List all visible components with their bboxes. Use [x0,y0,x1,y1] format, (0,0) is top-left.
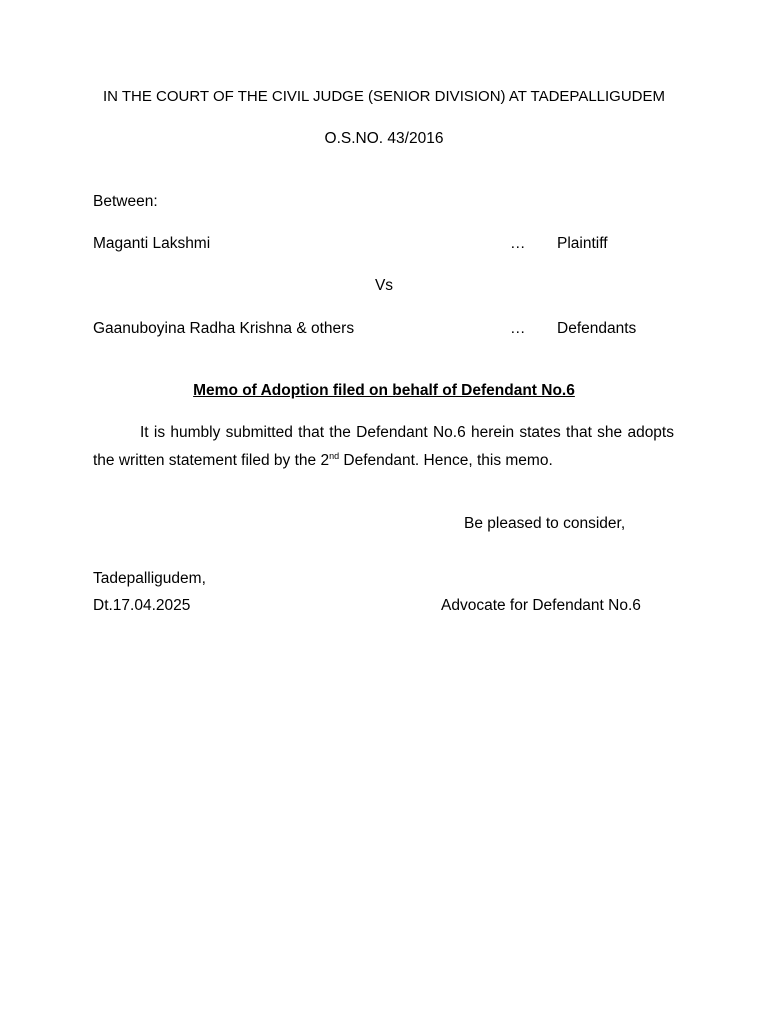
place-label: Tadepalligudem, [93,570,206,587]
plaintiff-ellipsis: … [510,235,526,252]
closing-line: Be pleased to consider, [464,515,626,532]
court-title: IN THE COURT OF THE CIVIL JUDGE (SENIOR DIVISION) AT TADEPALLIGUDEM [102,88,666,105]
memo-body-superscript: nd [329,451,340,461]
defendant-role: Defendants [557,320,637,337]
signatory-label: Advocate for Defendant No.6 [441,597,641,614]
plaintiff-role: Plaintiff [557,235,608,252]
memo-body-text: It is humbly submitted that the Defendant No.6 herein states that she adopts the written statement filed by the 2 [93,424,674,469]
plaintiff-name: Maganti Lakshmi [93,235,211,252]
versus-label: Vs [374,277,394,294]
date-label: Dt.17.04.2025 [93,597,191,614]
case-number: O.S.NO. 43/2016 [324,130,444,147]
memo-body-text-end: Defendant. Hence, this memo. [339,452,553,469]
defendant-name: Gaanuboyina Radha Krishna & others [93,320,355,337]
between-label: Between: [93,193,158,210]
defendant-ellipsis: … [510,320,526,337]
memo-body [93,419,674,475]
memo-heading: Memo of Adoption filed on behalf of Defendant No.6 [193,382,575,399]
